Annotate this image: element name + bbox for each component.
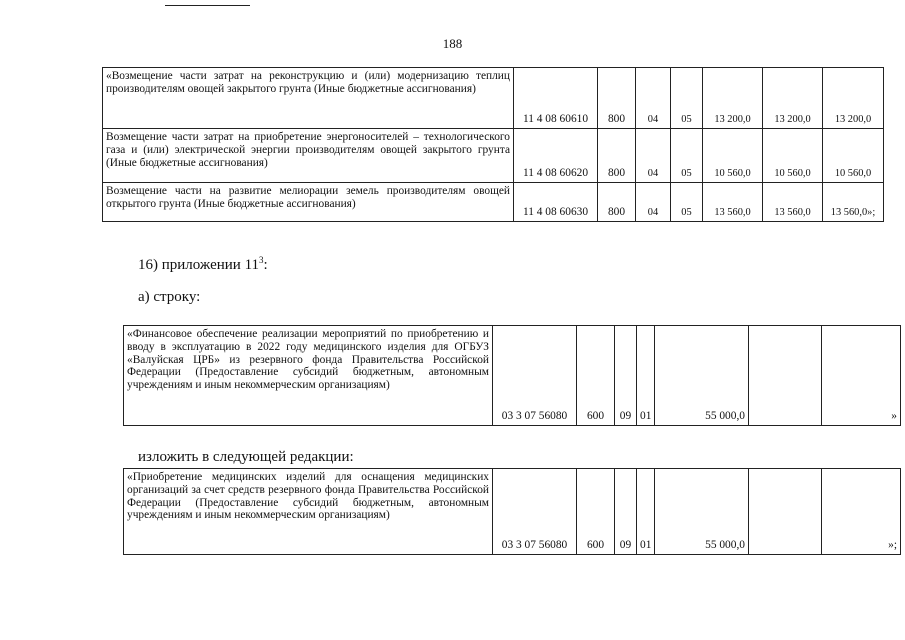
amount-year-3: » — [822, 326, 901, 426]
section-code: 04 — [636, 183, 671, 222]
amount-year-2 — [749, 326, 822, 426]
subsection-code: 05 — [671, 68, 703, 129]
paragraph-appendix-suffix: : — [263, 257, 268, 273]
section-code: 04 — [636, 129, 671, 183]
amount-year-3: 10 560,0 — [823, 129, 884, 183]
amount-year-2: 13 200,0 — [763, 68, 823, 129]
amount-year-2: 13 560,0 — [763, 183, 823, 222]
expense-type: 800 — [598, 183, 636, 222]
amount-year-2 — [749, 469, 822, 555]
amount-year-3: 13 200,0 — [823, 68, 884, 129]
page-number: 188 — [442, 36, 463, 51]
subsection-code: 01 — [637, 326, 655, 426]
amount-year-1: 55 000,0 — [655, 469, 749, 555]
expense-type: 800 — [598, 129, 636, 183]
budget-table-old-row — [123, 325, 901, 426]
target-code: 11 4 08 60630 — [514, 183, 598, 222]
section-code: 04 — [636, 68, 671, 129]
row-name: «Финансовое обеспечение реализации мероприятий по приобретению и вводу в эксплуатацию в 2022 году медицинского изделия для ОГБУЗ «Валуйская ЦРБ» из резервного фонда Правительства Российской Федерации (Предоставление субсидий бюджетным, автономным учреждениям и иным некоммерческим организациям) — [124, 326, 493, 426]
subsection-code: 01 — [637, 469, 655, 555]
section-code: 09 — [615, 326, 637, 426]
amount-year-3: 13 560,0»; — [823, 183, 884, 222]
paragraph-row-label: а) строку: — [138, 289, 201, 305]
paragraph-appendix — [138, 255, 268, 274]
target-code: 03 3 07 56080 — [493, 469, 577, 555]
row-name: Возмещение части затрат на приобретение энергоносителей – технологического газа и (или) электрической энергии производителям овощей закрытого грунта (Иные бюджетные ассигнования) — [103, 129, 514, 183]
expense-type: 800 — [598, 68, 636, 129]
paragraph-new-edition: изложить в следующей редакции: — [138, 449, 354, 465]
target-code: 03 3 07 56080 — [493, 326, 577, 426]
section-code: 09 — [615, 469, 637, 555]
paragraph-appendix-superscript: 3 — [259, 255, 264, 265]
target-code: 11 4 08 60620 — [514, 129, 598, 183]
top-rule — [165, 5, 250, 6]
paragraph-appendix-text: 16) приложении 11 — [138, 257, 260, 273]
expense-type: 600 — [577, 469, 615, 555]
subsection-code: 05 — [671, 129, 703, 183]
table-row — [124, 469, 901, 555]
row-name: «Приобретение медицинских изделий для оснащения медицинских организаций за счет средств резервного фонда Правительства Российской Федерации (Предоставление субсидий бюджетным, автономным учреждениям и иным некоммерческим организациям) — [124, 469, 493, 555]
target-code: 11 4 08 60610 — [514, 68, 598, 129]
amount-year-1: 55 000,0 — [655, 326, 749, 426]
amount-year-2: 10 560,0 — [763, 129, 823, 183]
amount-year-3: »; — [822, 469, 901, 555]
amount-year-1: 13 560,0 — [703, 183, 763, 222]
table-row — [103, 68, 884, 129]
table-row — [103, 183, 884, 222]
table-row — [124, 326, 901, 426]
row-name: Возмещение части на развитие мелиорации земель производителям овощей открытого грунта (Иные бюджетные ассигнования) — [103, 183, 514, 222]
budget-table-1 — [102, 67, 884, 222]
subsection-code: 05 — [671, 183, 703, 222]
table-row — [103, 129, 884, 183]
expense-type: 600 — [577, 326, 615, 426]
row-name: «Возмещение части затрат на реконструкцию и (или) модернизацию теплиц производителям овощей закрытого грунта (Иные бюджетные ассигнования) — [103, 68, 514, 129]
budget-table-new-row — [123, 468, 901, 555]
amount-year-1: 13 200,0 — [703, 68, 763, 129]
amount-year-1: 10 560,0 — [703, 129, 763, 183]
